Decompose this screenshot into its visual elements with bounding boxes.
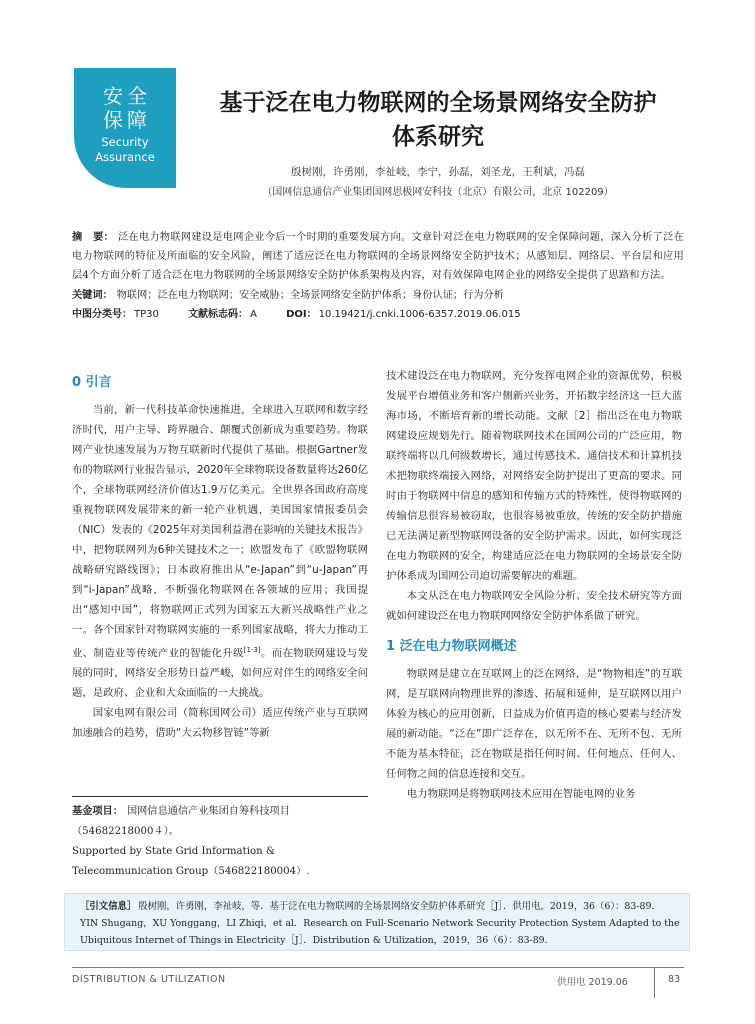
section-badge xyxy=(74,68,176,188)
classification-line xyxy=(72,305,684,325)
paragraph-text: 当前，新一代科技革命快速推进，全球进入互联网和数字经济时代，用户主导、跨界融合、颠覆式创新成为重要趋势。物联网产业快速发展为万物互联新时代提供了基础。根据Gartner发布的物联网行业报告显示，2020年全球物联设备数量将达260亿个，全球物联网经济价值达1.9万亿美元。全世界各国政府高度重视物联网发展带来的新一轮产业机遇，美国国家情报委员会（NIC）发表的《2025年对美国利益潜在影响的关键技术报告》中，把物联网列为6种关键技术之一；欧盟发布了《欧盟物联网战略研究路线图》；日本政府推出从“e-Japan”到“u-Japan”再到“i-Japan”战略，不断强化物联网在各领域的应用；我国提出“感知中国”，将物联网正式列为国家五大新兴战略性产业之一。各个国家针对物联网实施的一系列国家战略，将大力推动工业、制造业等传统产业的智能化升级 xyxy=(72,404,368,660)
badge-label-en-1: Security xyxy=(101,135,149,149)
paragraph: 电力物联网是将物联网技术应用在智能电网的业务 xyxy=(406,788,636,800)
keywords xyxy=(72,287,684,305)
keywords-text: 物联网；泛在电力物联网；安全威胁；全场景网络安全防护体系；身份认证；行为分析 xyxy=(116,290,504,301)
badge-label-cn-1: 安全 xyxy=(103,84,151,108)
section-heading-introduction: 0 引言 xyxy=(72,375,112,390)
article-title xyxy=(188,86,688,154)
footnote-divider xyxy=(72,796,368,797)
citation-info xyxy=(80,898,684,949)
paragraph: 技术建设泛在电力物联网，充分发挥电网企业的资源优势，积极发展平台增值业务和客户侧新兴业务，开拓数字经济这一巨大蓝海市场，不断培育新的增长动能。文献［2］指出泛在电力物联网建设应规划先行。随着物联网技术在国网公司的广泛应用，物联终端将以几何级数增长，通过传感技术、通信技术和计算机技术把物联终端接入网络，对网络安全防护提出了更高的要求。同时由于物联网中信息的感知和传输方式的特殊性，使得物联网的传输信息很容易被窃取，也很容易被重放，传统的安全防护措施已无法满足新型物联网设备的安全防护需求。因此，如何实现泛在电力物联网的安全，构建适应泛在电力物联网的全场景安全防护体系成为国网公司迫切需要解决的难题。 xyxy=(386,370,682,582)
article-title-line-2: 体系研究 xyxy=(392,123,484,150)
right-column xyxy=(386,366,682,804)
doi-label: DOI： xyxy=(286,309,317,320)
footer-separator xyxy=(654,968,655,998)
journal-name-en: DISTRIBUTION & UTILIZATION xyxy=(72,974,226,985)
paragraph: 国家电网有限公司（简称国网公司）适应传统产业与互联网加速融合的趋势，借助“大云物移智链”等新 xyxy=(72,707,368,740)
article-title-line-1: 基于泛在电力物联网的全场景网络安全防护 xyxy=(219,89,657,116)
funding-label: 基金项目： xyxy=(72,806,123,817)
clc-value: TP30 xyxy=(134,309,159,320)
clc-label: 中图分类号： xyxy=(72,309,132,320)
badge-label-cn-2: 保障 xyxy=(103,108,151,132)
doi-value: 10.19421/j.cnki.1006-6357.2019.06.015 xyxy=(318,309,521,320)
citation-text-en: YIN Shugang，XU Yonggang，LI Zhiqi，et al．Research on Full-Scenario Network Security Protection System Adapted to the Ubiquitous Internet of Things in Electricity［J］．Distribution & Utilization，2019，36（6）：83-89． xyxy=(80,918,680,946)
badge-label-en-2: Assurance xyxy=(95,150,155,164)
doc-code-value: A xyxy=(250,309,257,320)
abstract-section xyxy=(72,228,684,325)
abstract-text: 泛在电力物联网建设是电网企业今后一个时期的重要发展方向。文章针对泛在电力物联网的安全保障问题，深入分析了泛在电力物联网的特征及所面临的安全风险，阐述了适应泛在电力物联网的全场景网络安全防护技术；从感知层、网络层、平台层和应用层4个方面分析了适合泛在电力物联网的全场景网络安全防护体系架构及内容，对有效保障电网企业的网络安全提供了思路和方法。 xyxy=(72,232,684,281)
doc-code-label: 文献标志码： xyxy=(188,309,249,320)
paragraph-text: 。而在物联网建设与发展的同时，网络安全形势日益严峻，如何应对伴生的网络安全问题，是政府、企业和大众面临的一大挑战。 xyxy=(72,647,368,700)
paragraph: 本文从泛在电力物联网安全风险分析、安全技术研究等方面就如何建设泛在电力物联网网络安全防护体系做了研究。 xyxy=(386,590,682,622)
funding-text-cn: 国网信息通信产业集团自筹科技项目（54682218000４）。 xyxy=(72,806,290,837)
footer-divider xyxy=(72,967,684,968)
reference-marker[interactable]: [1-3] xyxy=(243,646,261,654)
author-list: 殷树刚，许勇刚，李祉岐，李宁，孙磊，刘圣龙，王利斌，冯磊 xyxy=(291,166,585,178)
keywords-label: 关键词： xyxy=(72,290,113,301)
left-column xyxy=(72,372,368,743)
affiliation: （国网信息通信产业集团国网思极网安科技（北京）有限公司，北京 102209） xyxy=(262,187,614,198)
citation-label: ［引文信息］ xyxy=(80,901,137,912)
citation-text-cn: 殷树刚，许勇刚，李祉岐，等．基于泛在电力物联网的全场景网络安全防护体系研究［J］．供用电，2019，36（6）：83-89． xyxy=(138,901,661,912)
section-heading-overview: 1 泛在电力物联网概述 xyxy=(386,639,517,654)
funding-note xyxy=(72,802,368,882)
journal-issue: 供用电 2019.06 xyxy=(557,977,628,988)
abstract-label: 摘 要： xyxy=(72,232,114,243)
page-number: 83 xyxy=(668,974,681,985)
abstract xyxy=(72,228,684,285)
funding-text-en: Supported by State Grid Information & Telecommunication Group（546822180004）. xyxy=(72,846,310,877)
paragraph xyxy=(72,400,368,703)
paragraph: 物联网是建立在互联网上的泛在网络，是“物物相连”的互联网，是互联网向物理世界的渗透、拓展和延伸，是互联网以用户体验为核心的应用创新，日益成为价值再造的核心要素与经济发展的新动能。“泛在”即广泛存在，以无所不在、无所不包、无所不能为基本特征，泛在物联是指任何时间、任何地点、任何人、任何物之间的信息连接和交互。 xyxy=(386,668,682,780)
